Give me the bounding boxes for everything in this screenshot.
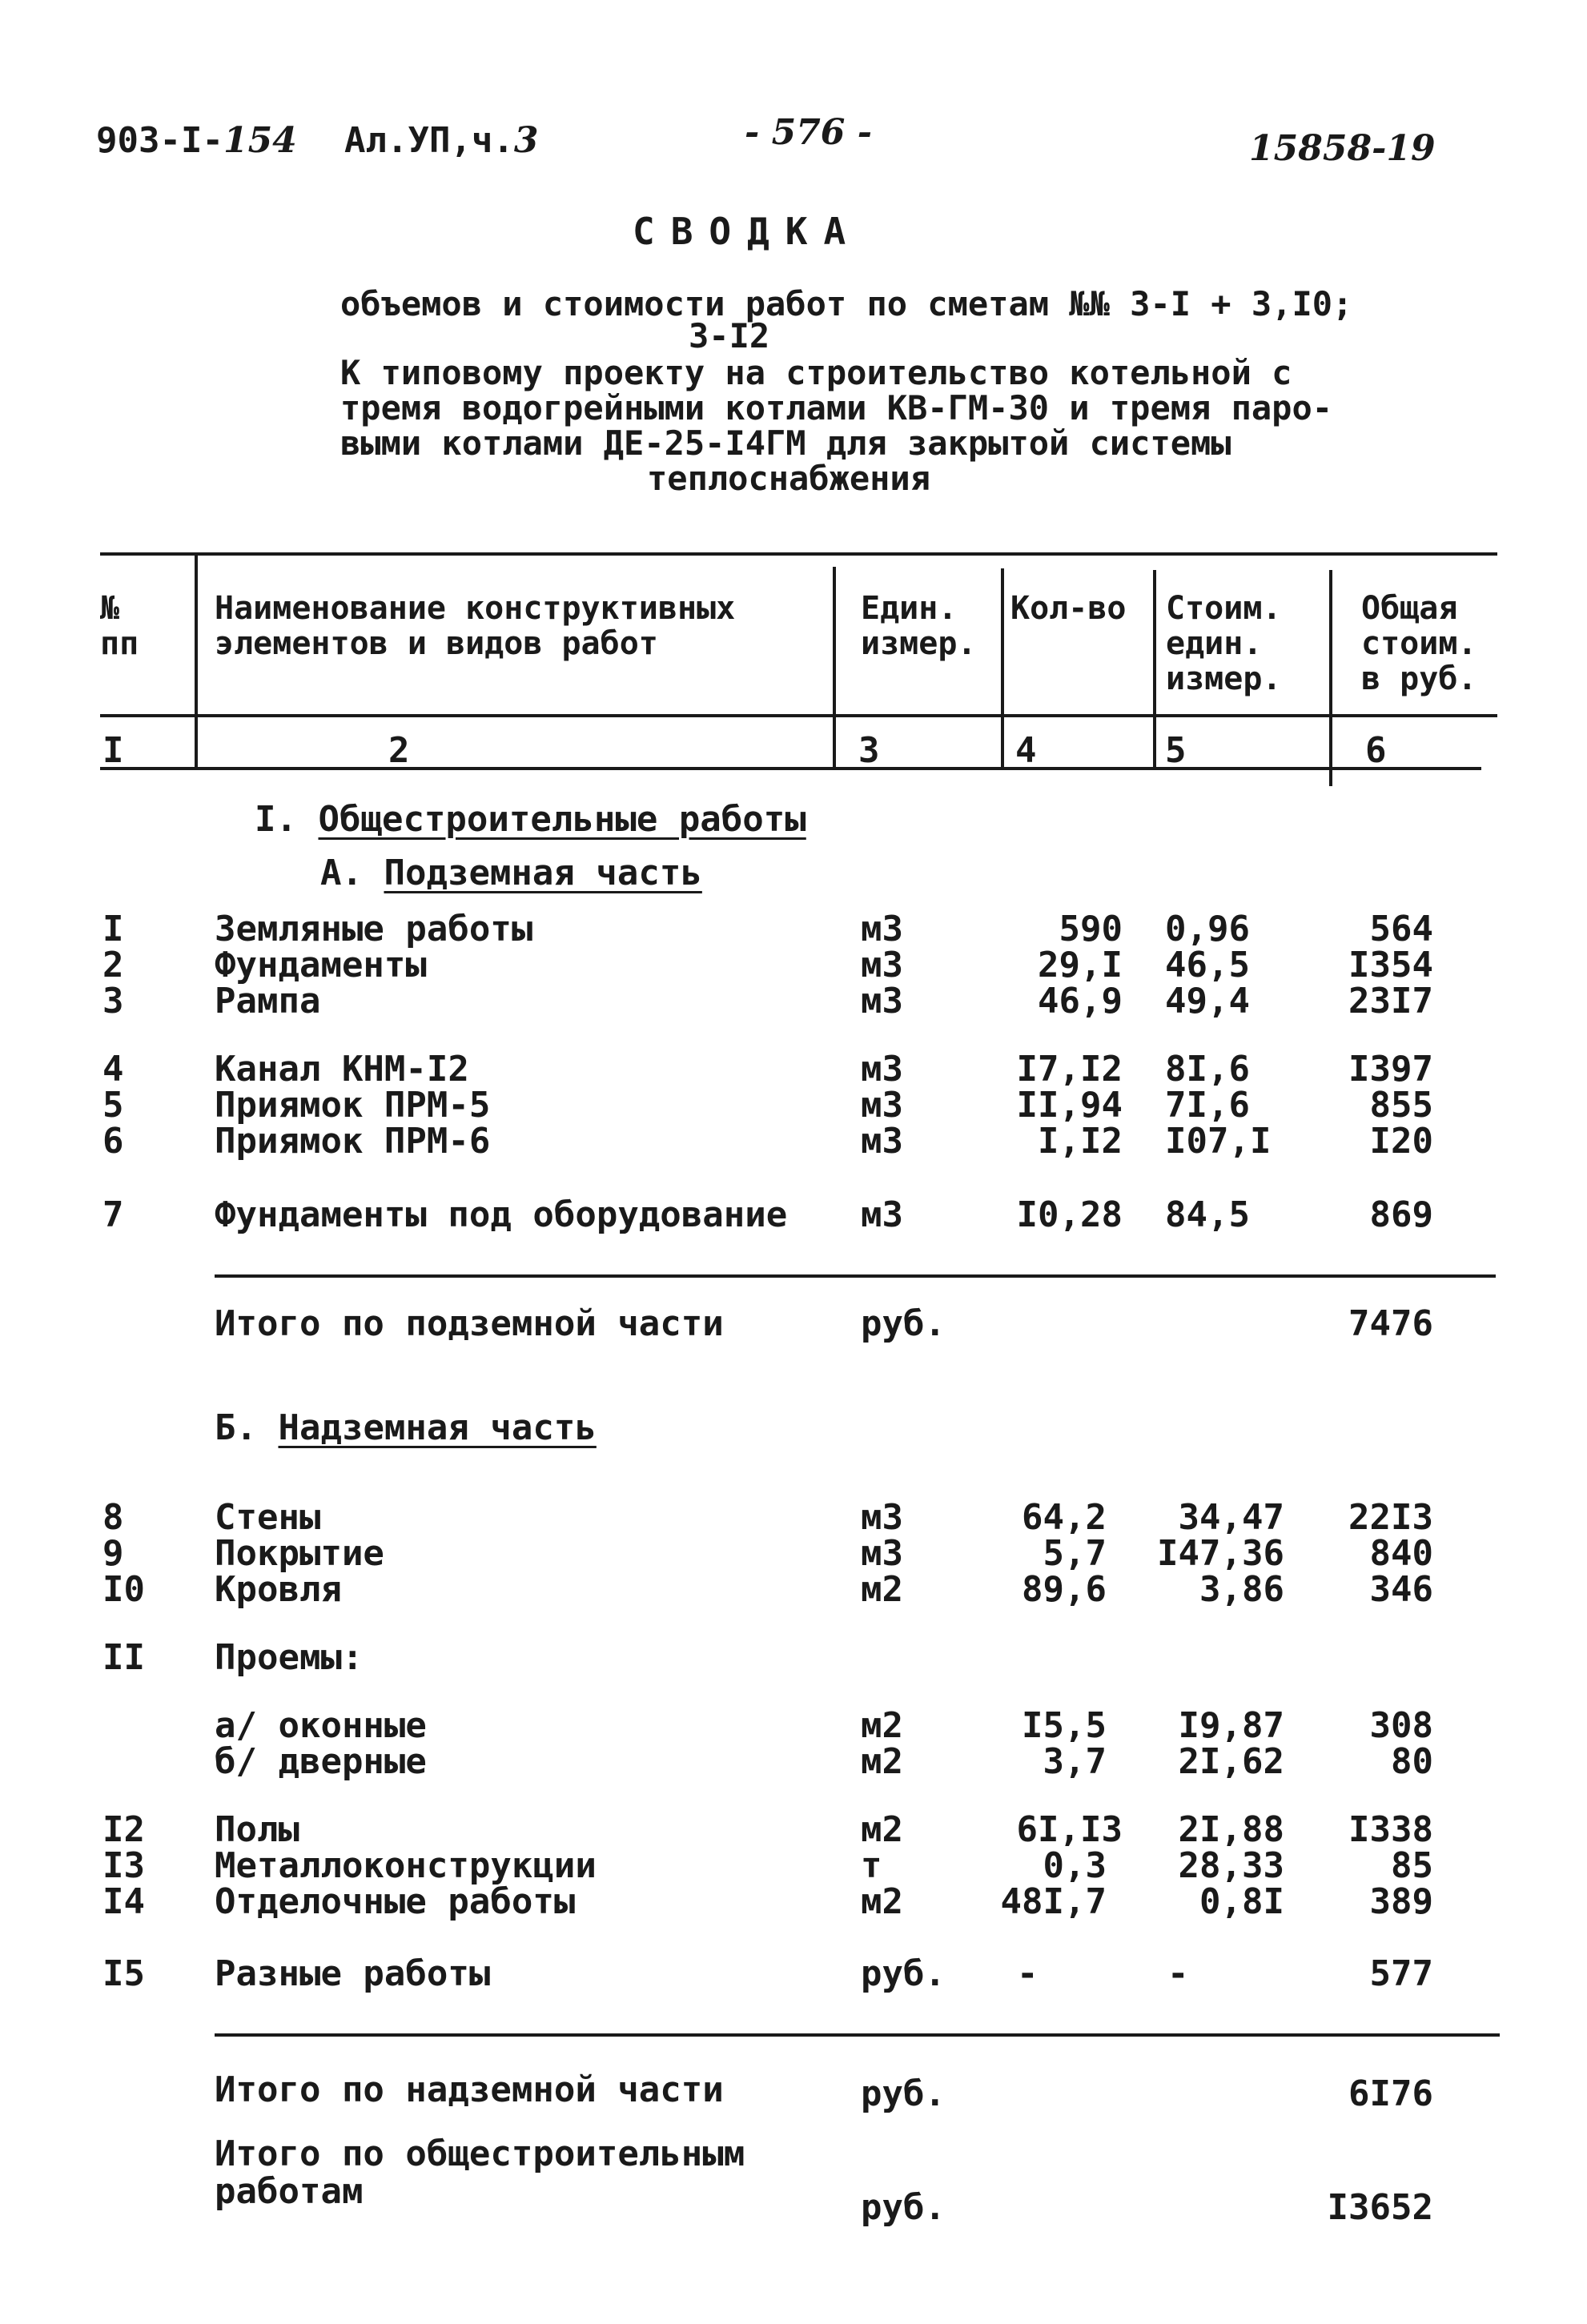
row-price: 3,86 <box>1199 1569 1284 1610</box>
row-total: 855 <box>1369 1085 1433 1126</box>
page-title: СВОДКА <box>633 210 862 253</box>
grand-total-label-line-1: Итого по общестроительным <box>215 2133 745 2174</box>
col-header-number: № пп <box>100 590 139 662</box>
row-unit: м2 <box>861 1569 903 1610</box>
row-qty: I5,5 <box>1022 1705 1107 1746</box>
subtitle-line-4: тремя водогрейными котлами КВ-ГМ-30 и тремя паро- <box>340 388 1333 427</box>
row-number: 6 <box>102 1121 124 1162</box>
col-header-total: Общая стоим. в руб. <box>1361 590 1477 697</box>
row-price: 7I,6 <box>1165 1085 1250 1126</box>
row-price: 34,47 <box>1178 1497 1284 1538</box>
page-number: - 576 - <box>745 112 873 153</box>
row-unit: м2 <box>861 1741 903 1782</box>
row-unit: м3 <box>861 981 903 1022</box>
subtitle-line-2: 3-I2 <box>689 316 770 355</box>
row-number: 9 <box>102 1533 124 1574</box>
row-price: - <box>1167 1953 1189 1994</box>
subtitle-line-1: объемов и стоимости работ по сметам №№ 3-I + 3,I0; <box>340 284 1353 323</box>
subtotal-label: Итого по надземной части <box>215 2069 724 2110</box>
row-unit: м2 <box>861 1705 903 1746</box>
row-name: Разные работы <box>215 1953 491 1994</box>
row-number: I4 <box>102 1881 145 1922</box>
row-name: Фундаменты <box>215 945 427 985</box>
row-total: 564 <box>1369 909 1433 949</box>
row-number: 7 <box>102 1194 124 1235</box>
row-price: 0,8I <box>1199 1881 1284 1922</box>
part-b-heading: Б. Надземная часть <box>215 1407 597 1448</box>
row-total: I354 <box>1348 945 1433 985</box>
row-number: 4 <box>102 1049 124 1090</box>
col-number-2: 2 <box>388 730 410 771</box>
row-price: I07,I <box>1165 1121 1272 1162</box>
col-number-5: 5 <box>1165 730 1187 771</box>
subtotal-label: Итого по подземной части <box>215 1303 724 1344</box>
row-total: 389 <box>1369 1881 1433 1922</box>
row-number: 3 <box>102 981 124 1022</box>
col-number-3: 3 <box>858 730 880 771</box>
row-qty: 5,7 <box>1043 1533 1107 1574</box>
row-number: I <box>102 909 124 949</box>
row-total: 23I7 <box>1348 981 1433 1022</box>
col-number-1: I <box>102 730 124 771</box>
column-divider-2 <box>833 567 836 767</box>
subtotal-unit: руб. <box>861 2073 946 2114</box>
row-qty: 6I,I3 <box>1016 1809 1123 1850</box>
col-number-6: 6 <box>1365 730 1387 771</box>
row-qty: 89,6 <box>1022 1569 1107 1610</box>
part-a-heading: А. Подземная часть <box>320 853 702 893</box>
row-unit: м2 <box>861 1881 903 1922</box>
col-number-4: 4 <box>1015 730 1037 771</box>
row-name: Полы <box>215 1809 299 1850</box>
row-number: I2 <box>102 1809 145 1850</box>
row-qty: 29,I <box>1038 945 1123 985</box>
row-price: 8I,6 <box>1165 1049 1250 1090</box>
row-total: I397 <box>1348 1049 1433 1090</box>
column-divider-1 <box>195 552 198 767</box>
row-total: 22I3 <box>1348 1497 1433 1538</box>
row-number: I0 <box>102 1569 145 1610</box>
row-name: б/ дверные <box>215 1741 427 1782</box>
row-price: 46,5 <box>1165 945 1250 985</box>
row-name: Отделочные работы <box>215 1881 576 1922</box>
row-total: I20 <box>1369 1121 1433 1162</box>
col-header-price: Стоим. един. измер. <box>1166 590 1282 697</box>
row-name: Рампа <box>215 981 321 1022</box>
row-number: I5 <box>102 1953 145 1994</box>
row-name: Проемы: <box>215 1637 364 1678</box>
column-divider-5 <box>1329 570 1332 786</box>
album-ref: Ал.УП,ч.3 <box>344 120 539 161</box>
doc-code-handwritten: 154 <box>223 120 297 161</box>
row-qty: 0,3 <box>1043 1845 1107 1886</box>
col-header-unit: Един. измер. <box>861 590 977 662</box>
row-total: 85 <box>1391 1845 1433 1886</box>
table-top-rule <box>100 552 1497 556</box>
row-price: 49,4 <box>1165 981 1250 1022</box>
table-colnum-rule <box>100 767 1481 770</box>
album-ref-handwritten: 3 <box>513 120 539 161</box>
row-name: Кровля <box>215 1569 342 1610</box>
row-unit: руб. <box>861 1953 946 1994</box>
row-number: 8 <box>102 1497 124 1538</box>
row-qty: 3,7 <box>1043 1741 1107 1782</box>
grand-total-label-line-2: работам <box>215 2171 364 2212</box>
col-header-name: Наименование конструктивных элементов и видов работ <box>215 590 736 662</box>
row-unit: м3 <box>861 1049 903 1090</box>
row-name: Фундаменты под оборудование <box>215 1194 788 1235</box>
column-divider-4 <box>1153 570 1156 767</box>
row-unit: м3 <box>861 1194 903 1235</box>
doc-code: 903-I-154 <box>96 120 297 161</box>
section-title: Общестроительные работы <box>318 799 806 840</box>
part-a-title: Подземная часть <box>384 853 702 893</box>
row-unit: м3 <box>861 1121 903 1162</box>
row-unit: м3 <box>861 909 903 949</box>
row-number: 5 <box>102 1085 124 1126</box>
row-name: Земляные работы <box>215 909 533 949</box>
row-price: 28,33 <box>1178 1845 1284 1886</box>
row-unit: м3 <box>861 1085 903 1126</box>
row-price: 2I,62 <box>1178 1741 1284 1782</box>
column-divider-3 <box>1001 568 1004 767</box>
row-total: 577 <box>1369 1953 1433 1994</box>
document-number: 15858-19 <box>1249 128 1436 169</box>
row-number: I3 <box>102 1845 145 1886</box>
row-total: 346 <box>1369 1569 1433 1610</box>
row-name: Приямок ПРМ-6 <box>215 1121 491 1162</box>
grand-total-unit: руб. <box>861 2187 946 2228</box>
row-name: Приямок ПРМ-5 <box>215 1085 491 1126</box>
row-unit: т <box>861 1845 882 1886</box>
row-qty: 48I,7 <box>1000 1881 1107 1922</box>
row-unit: м3 <box>861 945 903 985</box>
row-number: 2 <box>102 945 124 985</box>
subtotal-a-rule <box>215 1274 1496 1278</box>
row-number: II <box>102 1637 145 1678</box>
row-unit: м3 <box>861 1533 903 1574</box>
row-qty: I,I2 <box>1038 1121 1123 1162</box>
row-qty: 46,9 <box>1038 981 1123 1022</box>
row-total: 80 <box>1391 1741 1433 1782</box>
subtitle-line-3: К типовому проекту на строительство котельной с <box>340 353 1292 392</box>
subtotal-total: 6I76 <box>1348 2073 1433 2114</box>
row-name: Покрытие <box>215 1533 384 1574</box>
table-head-rule <box>100 714 1497 717</box>
row-qty: II,94 <box>1016 1085 1123 1126</box>
section-heading: I. Общестроительные работы <box>255 799 806 840</box>
row-unit: м3 <box>861 1497 903 1538</box>
row-total: 308 <box>1369 1705 1433 1746</box>
row-name: а/ оконные <box>215 1705 427 1746</box>
row-name: Металлоконструкции <box>215 1845 597 1886</box>
row-price: 0,96 <box>1165 909 1250 949</box>
row-total: 840 <box>1369 1533 1433 1574</box>
subtotal-total: 7476 <box>1348 1303 1433 1344</box>
row-price: 84,5 <box>1165 1194 1250 1235</box>
col-header-qty: Кол-во <box>1010 590 1127 627</box>
row-price: 2I,88 <box>1178 1809 1284 1850</box>
row-name: Стены <box>215 1497 321 1538</box>
row-qty: 64,2 <box>1022 1497 1107 1538</box>
subtitle-line-5: выми котлами ДЕ-25-I4ГМ для закрытой системы <box>340 423 1231 463</box>
subtotal-unit: руб. <box>861 1303 946 1344</box>
row-name: Канал КНМ-I2 <box>215 1049 469 1090</box>
subtitle-line-6: теплоснабжения <box>647 459 931 498</box>
subtotal-b-rule <box>215 2033 1500 2037</box>
row-qty: - <box>1017 1953 1039 1994</box>
row-unit: м2 <box>861 1809 903 1850</box>
row-price: I9,87 <box>1178 1705 1284 1746</box>
row-qty: I0,28 <box>1016 1194 1123 1235</box>
row-total: 869 <box>1369 1194 1433 1235</box>
row-qty: I7,I2 <box>1016 1049 1123 1090</box>
grand-total-value: I3652 <box>1327 2187 1433 2228</box>
part-b-title: Надземная часть <box>278 1407 597 1448</box>
row-qty: 590 <box>1059 909 1123 949</box>
row-price: I47,36 <box>1157 1533 1284 1574</box>
row-total: I338 <box>1348 1809 1433 1850</box>
